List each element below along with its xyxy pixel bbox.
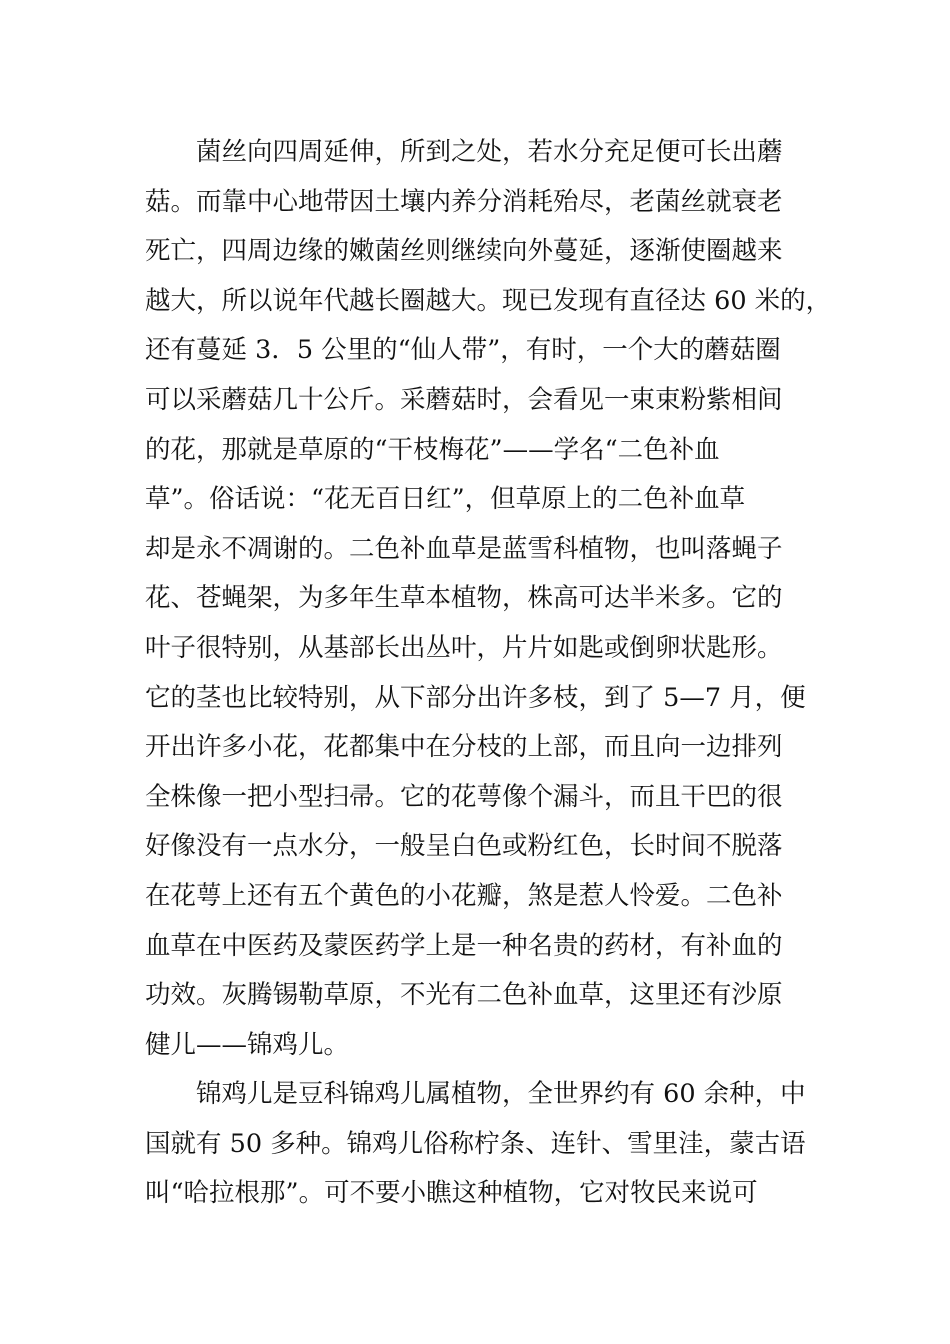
paragraph: [145, 1070, 810, 1219]
text-line: 开出许多小花，花都集中在分枝的上部，而且向一边排列: [145, 732, 783, 763]
text-line: 血草在中医药及蒙医药学上是一种名贵的药材，有补血的: [145, 930, 783, 961]
document-body: [145, 128, 832, 1219]
text-line: 越大，所以说年代越长圈越大。现已发现有直径达 60 米的，: [145, 285, 832, 316]
paragraph: [145, 128, 832, 1070]
text-line: 好像没有一点水分，一般呈白色或粉红色，长时间不脱落: [145, 831, 783, 862]
text-line: 却是永不凋谢的。二色补血草是蓝雪科植物，也叫落蝇子: [145, 533, 783, 564]
text-line: 国就有 50 多种。锦鸡儿俗称柠条、连针、雪里洼，蒙古语: [145, 1128, 806, 1159]
text-line: 健儿——锦鸡儿。: [145, 1029, 350, 1060]
text-line: 死亡，四周边缘的嫩菌丝则继续向外蔓延，逐渐使圈越来: [145, 236, 783, 267]
text-line: 锦鸡儿是豆科锦鸡儿属植物，全世界约有 60 余种，中: [196, 1079, 806, 1110]
text-line: 全株像一把小型扫帚。它的花萼像个漏斗，而且干巴的很: [145, 781, 783, 812]
text-line: 在花萼上还有五个黄色的小花瓣，煞是惹人怜爱。二色补: [145, 880, 783, 911]
text-line: 功效。灰腾锡勒草原，不光有二色补血草，这里还有沙原: [145, 980, 783, 1011]
text-line: 菇。而靠中心地带因土壤内养分消耗殆尽，老菌丝就衰老: [145, 186, 783, 217]
text-line: 还有蔓延 3．5 公里的“仙人带”，有时，一个大的蘑菇圈: [145, 335, 781, 366]
text-line: 可以采蘑菇几十公斤。采蘑菇时，会看见一束束粉紫相间: [145, 384, 783, 415]
text-line: 草”。俗话说：“花无百日红”，但草原上的二色补血草: [145, 484, 746, 515]
text-line: 花、苍蝇架，为多年生草本植物，株高可达半米多。它的: [145, 583, 783, 614]
text-line: 菌丝向四周延伸，所到之处，若水分充足便可长出蘑: [196, 137, 783, 167]
text-line: 叶子很特别，从基部长出丛叶，片片如匙或倒卵状匙形。: [145, 632, 783, 663]
text-line: 的花，那就是草原的“干枝梅花”——学名“二色补血: [145, 434, 720, 465]
text-line: 它的茎也比较特别，从下部分出许多枝，到了 5—7 月，便: [145, 682, 806, 713]
text-line: 叫“哈拉根那”。可不要小瞧这种植物，它对牧民来说可: [145, 1178, 758, 1209]
